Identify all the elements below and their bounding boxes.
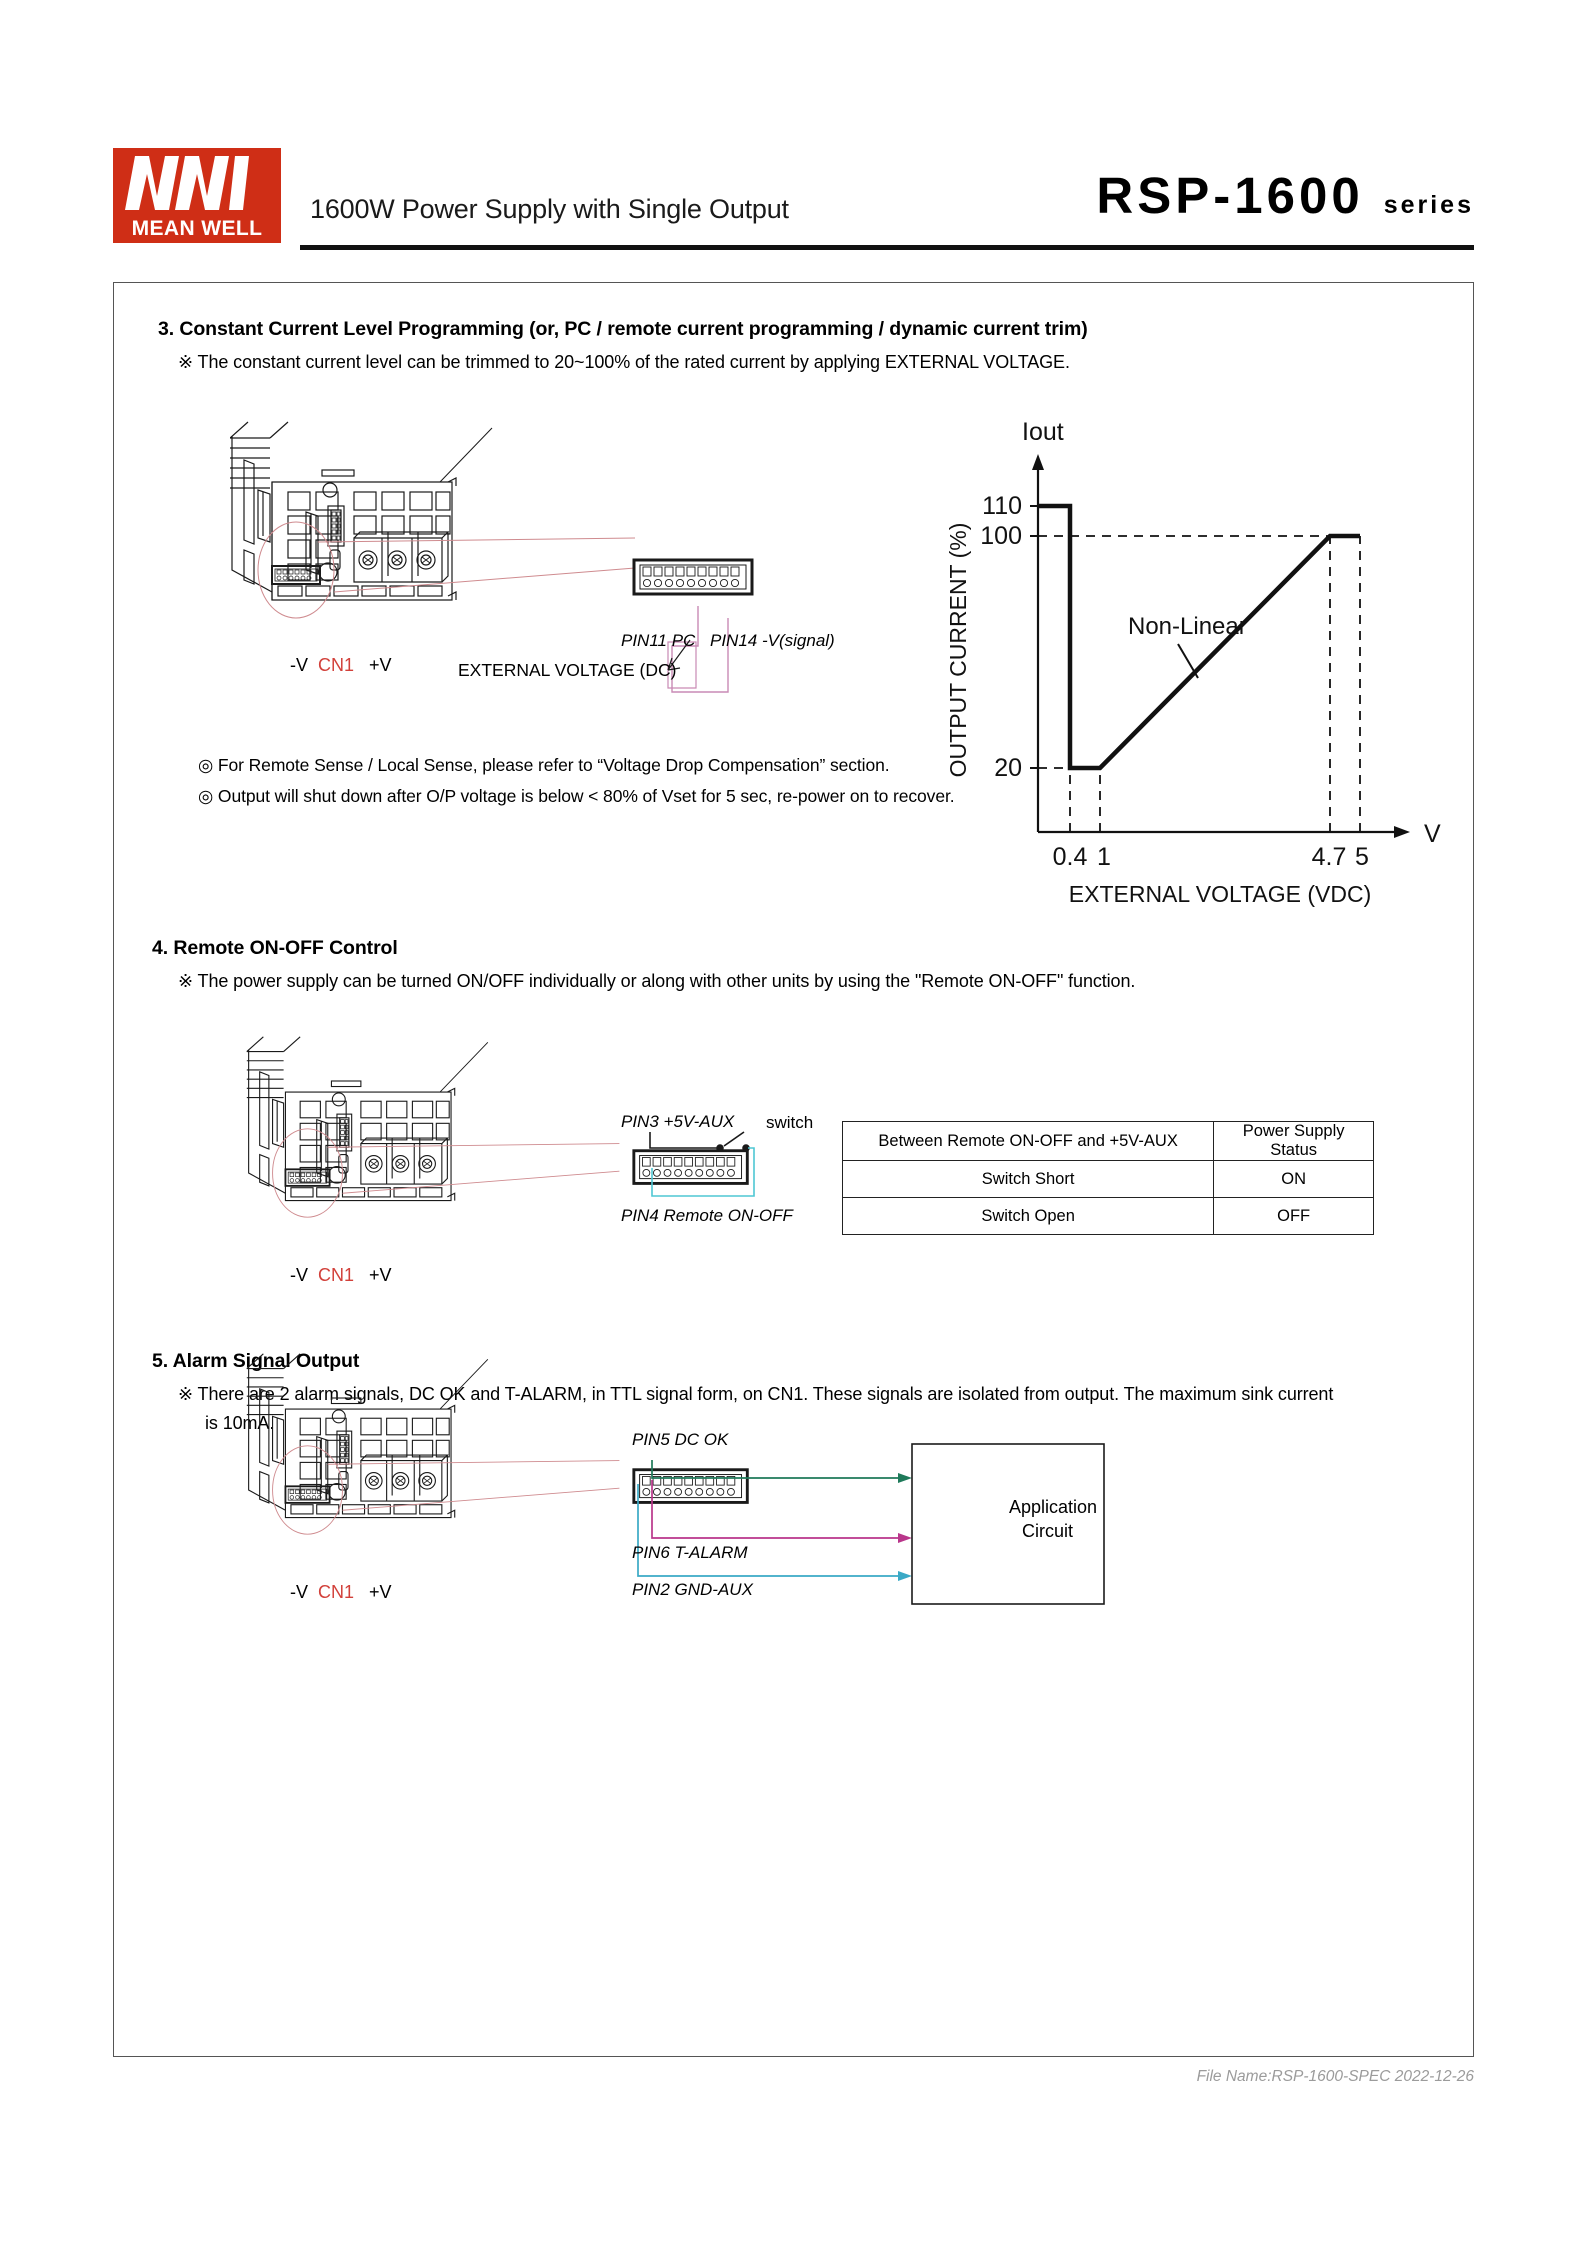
chart-annotation-leader <box>1178 644 1198 678</box>
page-header <box>0 0 1587 270</box>
table-header-status: Power Supply Status <box>1214 1122 1374 1161</box>
section-5-pos-v-label: +V <box>369 1582 392 1602</box>
pin11-pc-label: PIN11 PC <box>621 631 696 650</box>
section-4-cn1-label: CN1 <box>318 1265 355 1285</box>
section-3-neg-v-label: -V <box>290 655 308 675</box>
section-3-pos-v-label: +V <box>369 655 392 675</box>
external-voltage-dc-label: EXTERNAL VOLTAGE (DC) <box>458 660 677 680</box>
section-3-cn1-label: CN1 <box>318 655 355 675</box>
pin2-gnd-aux-label: PIN2 GND-AUX <box>632 1580 753 1599</box>
section-4-note: ※ The power supply can be turned ON/OFF individually or along with other units by using the "Remote ON-OFF" function. <box>178 971 1136 991</box>
table-cell-switch-short: Switch Short <box>843 1161 1214 1198</box>
model-number: RSP-1600 <box>1096 167 1364 224</box>
arrow-gnd-aux-icon <box>898 1571 912 1581</box>
table-header-row <box>843 1122 1374 1161</box>
arrow-dc-ok-icon <box>898 1473 912 1483</box>
table-row <box>843 1161 1374 1198</box>
constant-current-programming-chart <box>930 410 1460 910</box>
header-divider <box>300 245 1474 250</box>
arrow-t-alarm-icon <box>898 1533 912 1543</box>
chart-xtick-4p7: 4.7 <box>1311 843 1347 871</box>
section-4-neg-v-label: -V <box>290 1265 308 1285</box>
section-3-title: 3. Constant Current Level Programming (or, PC / remote current programming / dynamic current trim) <box>158 318 1088 340</box>
pin6-t-alarm-label: PIN6 T-ALARM <box>632 1543 748 1562</box>
header-model-block <box>1096 166 1474 225</box>
section-3-bullet-2: ◎ Output will shut down after O/P voltage is below < 80% of Vset for 5 sec, re-power on to recover. <box>198 786 955 806</box>
chart-ytick-110: 110 <box>982 492 1022 520</box>
power-supply-diagram-section-4 <box>230 1035 650 1265</box>
remote-onoff-status-table <box>842 1121 1374 1235</box>
header-subtitle: 1600W Power Supply with Single Output <box>310 194 789 224</box>
table-cell-status-on: ON <box>1214 1161 1374 1198</box>
section-4-pos-v-label: +V <box>369 1265 392 1285</box>
section-5-note-line-1: ※ There are 2 alarm signals, DC OK and T-ALARM, in TTL signal form, on CN1. These signals are isolated from output. The maximum sink current <box>178 1384 1334 1404</box>
table-cell-switch-open: Switch Open <box>843 1198 1214 1235</box>
section-3-bullet-1: ◎ For Remote Sense / Local Sense, please refer to “Voltage Drop Compensation” section. <box>198 755 890 775</box>
mw-logo-icon <box>113 148 281 216</box>
switch-label: switch <box>766 1113 814 1132</box>
section-5-note-line-2: is 10mA. <box>205 1413 275 1433</box>
pin4-remote-onoff-label: PIN4 Remote ON-OFF <box>621 1206 793 1225</box>
table-header-condition: Between Remote ON-OFF and +5V-AUX <box>843 1122 1214 1161</box>
chart-annotation-non-linear: Non-Linear <box>1128 613 1247 640</box>
chart-y-axis-title: OUTPUT CURRENT (%) <box>945 522 971 778</box>
power-supply-diagram-section-5-body <box>230 1352 650 1582</box>
application-circuit-line-2: Circuit <box>1022 1521 1074 1541</box>
chart-x-axis-symbol: V <box>1424 820 1441 848</box>
section-5-cn1-label: CN1 <box>318 1582 355 1602</box>
chart-ytick-20: 20 <box>994 754 1022 782</box>
pin3-5v-aux-label: PIN3 +5V-AUX <box>621 1112 735 1131</box>
chart-xtick-5: 5 <box>1355 843 1369 871</box>
table-cell-status-off: OFF <box>1214 1198 1374 1235</box>
footer-file-name: File Name:RSP-1600-SPEC 2022-12-26 <box>1196 2068 1474 2085</box>
chart-x-axis-title: EXTERNAL VOLTAGE (VDC) <box>1068 881 1372 907</box>
chart-xtick-1: 1 <box>1097 843 1111 871</box>
application-circuit-box <box>912 1444 1104 1604</box>
pin14-vsignal-label: PIN14 -V(signal) <box>710 631 835 650</box>
brand-name: MEAN WELL <box>131 217 263 240</box>
section-3-note: ※ The constant current level can be trimmed to 20~100% of the rated current by applying EXTERNAL VOLTAGE. <box>178 352 1070 372</box>
series-label: series <box>1383 191 1474 219</box>
table-row <box>843 1198 1374 1235</box>
chart-xtick-0p4: 0.4 <box>1052 843 1088 871</box>
section-5-title: 5. Alarm Signal Output <box>152 1350 360 1372</box>
application-circuit-line-1: Application <box>1009 1497 1098 1517</box>
cn1-connector-closeup-section-3 <box>630 552 760 606</box>
section-5-neg-v-label: -V <box>290 1582 308 1602</box>
power-supply-diagram-section-3 <box>230 420 650 670</box>
pin5-dc-ok-label: PIN5 DC OK <box>632 1430 729 1449</box>
section-4-title: 4. Remote ON-OFF Control <box>152 937 398 959</box>
chart-ytick-100: 100 <box>980 522 1022 550</box>
mean-well-logo <box>113 148 281 243</box>
chart-y-axis-symbol: Iout <box>1022 418 1064 446</box>
